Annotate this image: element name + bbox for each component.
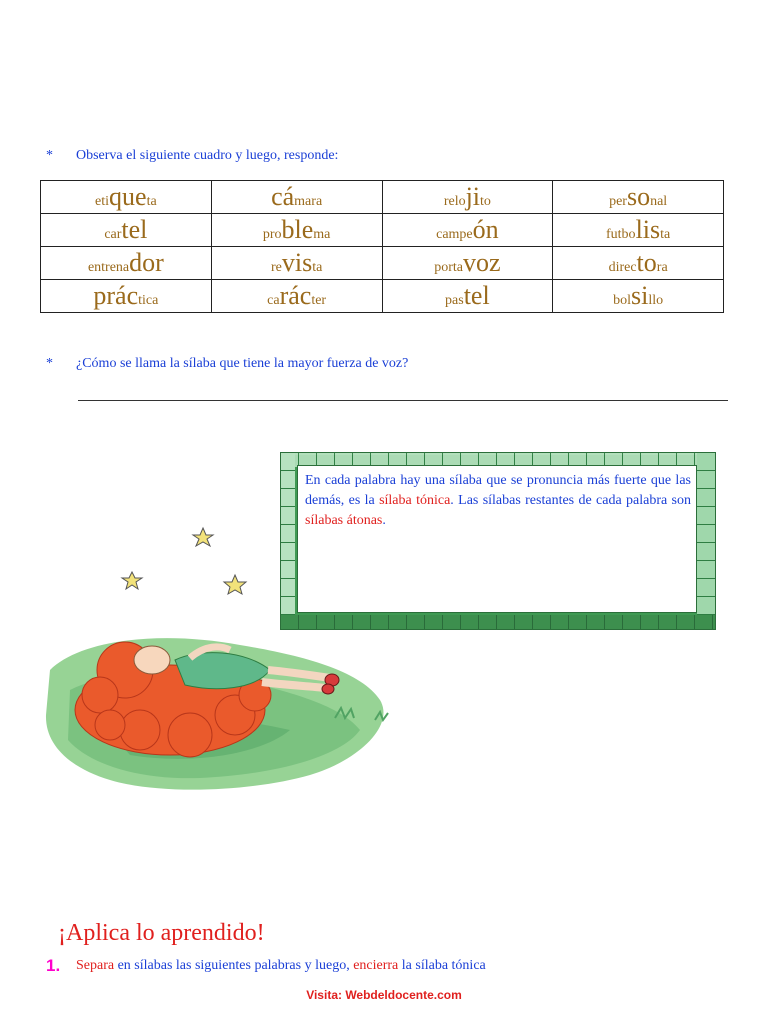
table-cell bbox=[41, 214, 212, 247]
syllable: llo bbox=[648, 293, 664, 308]
stressed-syllable: voz bbox=[462, 248, 501, 277]
stressed-syllable: ble bbox=[281, 215, 314, 244]
table-row bbox=[41, 247, 724, 280]
table-cell bbox=[553, 280, 724, 313]
syllable: ta bbox=[312, 260, 323, 275]
question-1 bbox=[46, 148, 338, 164]
syllable: direc bbox=[608, 260, 637, 275]
term-silaba-tonica: sílaba tónica bbox=[379, 493, 451, 508]
syllable: pas bbox=[445, 293, 464, 308]
bullet-star: * bbox=[46, 356, 53, 371]
stressed-syllable: dor bbox=[129, 248, 164, 277]
stressed-syllable: que bbox=[109, 182, 147, 211]
stressed-syllable: si bbox=[631, 281, 649, 310]
exercise-instruction: Separa en sílabas las siguientes palabras y luego, encierra la sílaba tónica bbox=[76, 958, 486, 973]
syllable: ta bbox=[660, 227, 671, 242]
table-cell bbox=[382, 214, 553, 247]
stressed-syllable: tel bbox=[121, 215, 148, 244]
table-row bbox=[41, 214, 724, 247]
syllable: per bbox=[609, 194, 627, 209]
syllable: ra bbox=[656, 260, 668, 275]
syllable: car bbox=[104, 227, 122, 242]
stressed-syllable: rác bbox=[279, 281, 312, 310]
table-cell bbox=[382, 280, 553, 313]
footer-link[interactable]: Visita: Webdeldocente.com bbox=[306, 988, 462, 1002]
stressed-syllable: cá bbox=[271, 182, 295, 211]
syllable: re bbox=[270, 260, 282, 275]
table-cell bbox=[382, 181, 553, 214]
table-cell bbox=[382, 247, 553, 280]
term-silabas-atonas: sílabas átonas bbox=[305, 513, 383, 528]
syllable-table bbox=[40, 180, 724, 313]
syllable: mara bbox=[294, 194, 323, 209]
syllable: campe bbox=[436, 227, 473, 242]
table-cell bbox=[211, 247, 382, 280]
syllable: ca bbox=[267, 293, 280, 308]
question-1-text: Observa el siguiente cuadro y luego, responde: bbox=[76, 148, 339, 163]
stressed-syllable: prác bbox=[93, 281, 139, 310]
apply-title: ¡Aplica lo aprendido! bbox=[58, 920, 265, 946]
table-cell bbox=[211, 280, 382, 313]
syllable: ma bbox=[313, 227, 331, 242]
stressed-syllable: vis bbox=[281, 248, 313, 277]
syllable: ta bbox=[146, 194, 157, 209]
table-cell bbox=[553, 247, 724, 280]
syllable: relo bbox=[443, 194, 466, 209]
info-frame bbox=[280, 452, 716, 630]
stressed-syllable: to bbox=[636, 248, 657, 277]
star-icon bbox=[122, 572, 142, 589]
info-text: En cada palabra hay una sílaba que se pronuncia más fuerte que las demás, es la sílaba tónica. Las sílabas restantes de cada palabra son sílabas átonas. bbox=[305, 473, 692, 528]
table-row bbox=[41, 280, 724, 313]
syllable: futbo bbox=[606, 227, 636, 242]
table-cell bbox=[41, 247, 212, 280]
star-icon bbox=[224, 575, 246, 594]
table-cell bbox=[211, 214, 382, 247]
face bbox=[134, 646, 170, 674]
stressed-syllable: lis bbox=[635, 215, 661, 244]
syllable: ter bbox=[311, 293, 327, 308]
question-2-text: ¿Cómo se llama la sílaba que tiene la mayor fuerza de voz? bbox=[76, 356, 409, 371]
table-cell bbox=[553, 181, 724, 214]
syllable: eti bbox=[95, 194, 110, 209]
stressed-syllable: ón bbox=[472, 215, 499, 244]
table-cell bbox=[41, 280, 212, 313]
table-cell bbox=[41, 181, 212, 214]
syllable: nal bbox=[650, 194, 668, 209]
table-cell bbox=[553, 214, 724, 247]
bullet-star: * bbox=[46, 148, 53, 163]
stressed-syllable: so bbox=[626, 182, 651, 211]
table-cell bbox=[211, 181, 382, 214]
syllable: bol bbox=[613, 293, 631, 308]
syllable: porta bbox=[434, 260, 463, 275]
stressed-syllable: tel bbox=[463, 281, 490, 310]
syllable: entrena bbox=[87, 260, 130, 275]
star-icon bbox=[193, 528, 213, 546]
table-row bbox=[41, 181, 724, 214]
answer-line[interactable] bbox=[78, 400, 728, 401]
syllable: tica bbox=[138, 293, 159, 308]
exercise-number: 1. bbox=[46, 956, 61, 975]
question-2 bbox=[46, 356, 408, 372]
syllable: to bbox=[480, 194, 491, 209]
syllable: pro bbox=[262, 227, 282, 242]
stressed-syllable: ji bbox=[465, 182, 481, 211]
